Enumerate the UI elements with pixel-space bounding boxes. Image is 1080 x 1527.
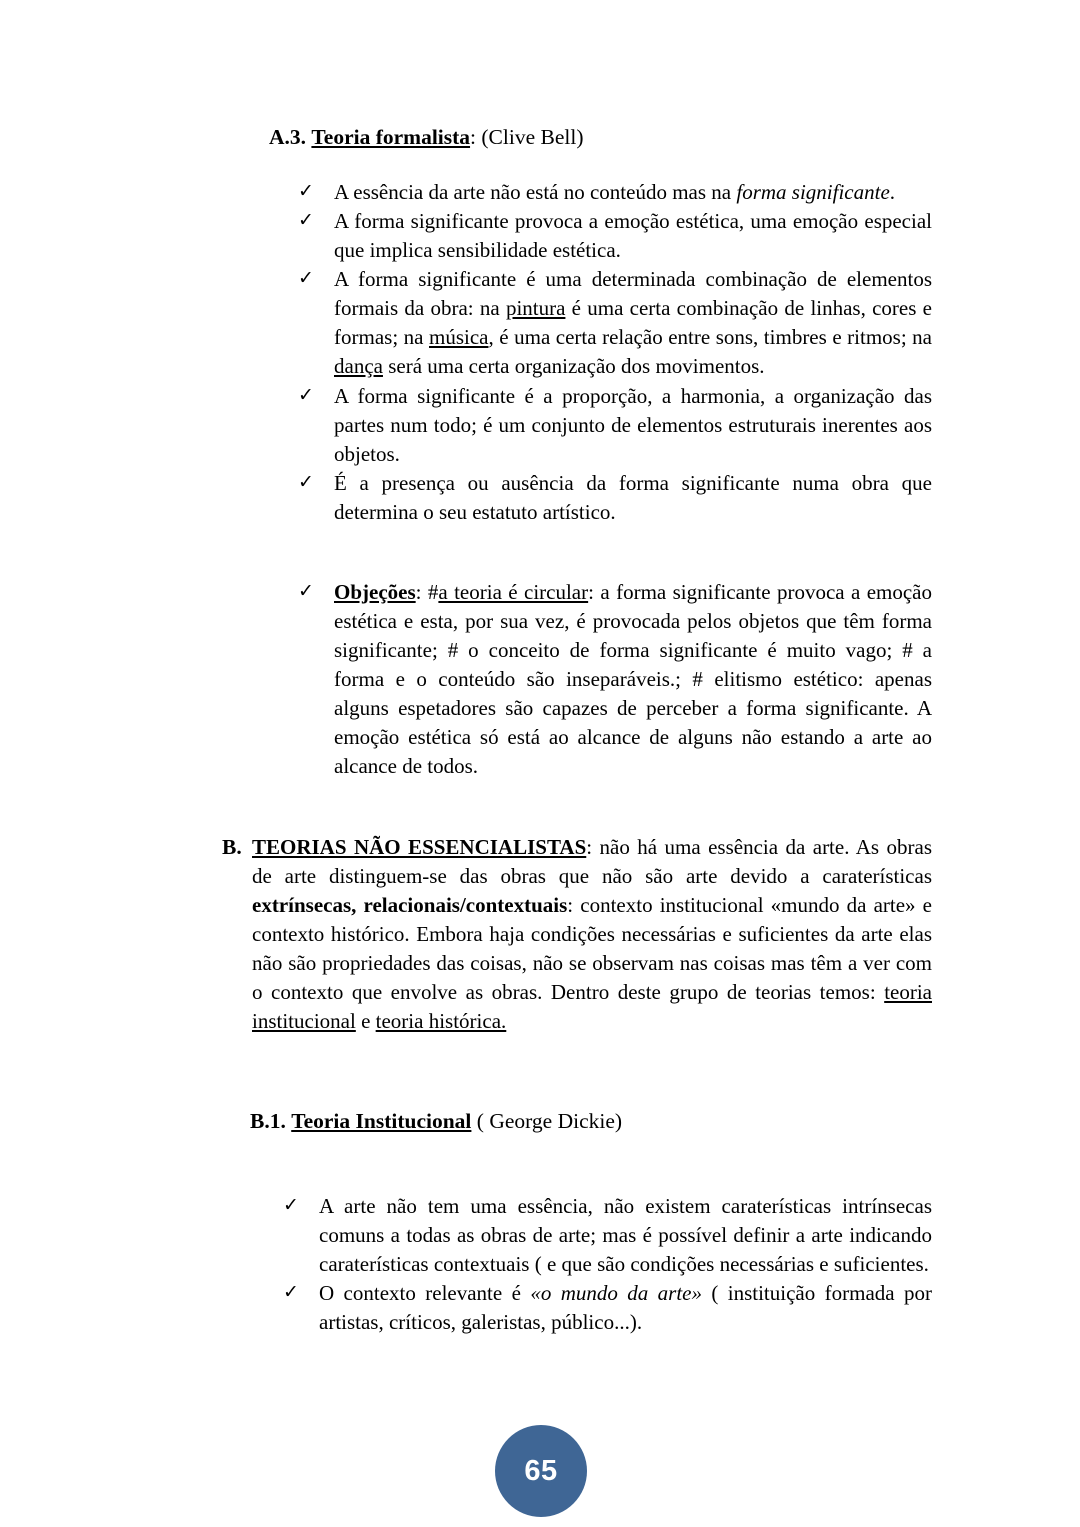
a3-bullet-2-run-5: dança <box>334 354 383 379</box>
a3-bullet-1-run-0: A forma significante provoca a emoção estética, uma emoção especial que implica sensibilidade estética. <box>334 209 932 263</box>
objections-0-run-3: : a forma significante provoca a emoção estética e esta, por sua vez, é provocada pelos objetos que têm forma significante; # o conceito de forma significante é muito vago; # a forma e o conteúdo são inseparáveis.; # elitismo estético: apenas alguns espetadores são capazes de perceber a forma significante. A emoção estética só está ao alcance de alguns não estando a arte ao alcance de todos. <box>334 580 932 779</box>
list-item <box>283 1192 932 1279</box>
a3-bullet-0-run-2: . <box>889 180 896 204</box>
b1-bullet-1-run-2: ( instituição formada por artistas, críticos, galeristas, público...). <box>319 1281 932 1335</box>
section-b-body <box>222 833 932 1037</box>
list-item-text <box>334 178 932 207</box>
list-item <box>298 469 932 527</box>
a3-bullet-3-run-0: A forma significante é a proporção, a harmonia, a organização das partes num todo; é um conjunto de elementos estruturais inerentes aos objetos. <box>334 383 932 466</box>
a3-bullet-4-run-0: É a presença ou ausência da forma significante numa obra que determina o seu estatuto artístico. <box>334 470 932 524</box>
heading-a3 <box>269 124 584 151</box>
list-item <box>298 382 932 469</box>
heading-b1-title: Teoria Institucional <box>291 1109 472 1133</box>
checkmark-icon: ✓ <box>298 580 314 602</box>
checkmark-icon: ✓ <box>298 209 314 232</box>
list-item <box>298 265 932 381</box>
list-item-text <box>319 1192 932 1279</box>
a3-bullet-2-run-1: pintura <box>505 296 566 321</box>
list-item <box>283 1279 932 1337</box>
bullet-list-a3 <box>298 178 932 527</box>
section-b <box>222 833 932 1037</box>
list-item-text <box>334 265 932 381</box>
a3-bullet-2-run-3: música <box>429 325 489 350</box>
list-item-text <box>334 382 932 469</box>
a3-bullet-2-run-0: A forma significante é uma determinada combinação de elementos formais da obra: na <box>334 267 932 321</box>
bullet-list-objections <box>298 578 932 782</box>
b1-bullet-1-run-0: O contexto relevante é <box>319 1281 531 1306</box>
section-b-run-1: : não há uma essência da arte. As obras de arte distinguem-se das obras que não são arte devido a caraterísticas <box>252 835 932 889</box>
list-item <box>298 178 932 207</box>
checkmark-icon: ✓ <box>298 180 314 202</box>
b1-bullet-0-run-0: A arte não tem uma essência, não existem caraterísticas intrínsecas comuns a todas as obras de arte; mas é possível definir a arte indicando caraterísticas contextuais ( e que são condições necessárias e suficientes. <box>319 1194 932 1277</box>
section-b-run-2: extrínsecas, relacionais/contextuais <box>252 893 568 918</box>
heading-b1-number: B.1. <box>250 1109 286 1133</box>
page-number-badge <box>495 1425 587 1517</box>
objections-0-run-2: a teoria é circular <box>438 580 589 604</box>
a3-bullet-2-run-4: , é uma certa relação entre sons, timbres e ritmos; na <box>488 325 932 350</box>
a3-bullet-0-run-0: A essência da arte não está no conteúdo mas na <box>334 180 737 204</box>
a3-bullet-0-run-1: forma significante <box>736 180 890 204</box>
checkmark-icon: ✓ <box>283 1194 299 1216</box>
checkmark-icon: ✓ <box>298 470 314 493</box>
objections-0-run-0: Objeções <box>334 580 416 604</box>
section-b-run-4: teoria institucional <box>252 980 932 1034</box>
list-item-text <box>334 469 932 527</box>
a3-bullet-2-run-2: é uma certa combinação de linhas, cores e formas; na <box>334 296 932 350</box>
checkmark-icon: ✓ <box>283 1281 299 1304</box>
heading-a3-title: Teoria formalista <box>311 125 471 149</box>
list-item <box>298 578 932 782</box>
bullet-list-b1 <box>283 1192 932 1337</box>
page-number-label: 65 <box>524 1454 558 1487</box>
section-b-run-6: teoria histórica. <box>375 1009 507 1034</box>
b1-bullet-1-run-1: «o mundo da arte» <box>530 1281 702 1306</box>
list-item-text <box>319 1279 932 1337</box>
section-b-run-5: e <box>355 1009 376 1034</box>
checkmark-icon: ✓ <box>298 383 314 406</box>
objections-0-run-1: : # <box>415 580 439 604</box>
section-b-marker: B. <box>222 835 242 859</box>
list-item-text <box>334 578 932 782</box>
heading-a3-suffix: : (Clive Bell) <box>470 125 584 149</box>
section-b-run-3: : contexto institucional «mundo da arte» e contexto histórico. Embora haja condições necessárias e suficientes da arte elas não são propriedades das coisas, não se observam nas coisas mas têm a ver com o contexto que envolve as obras. Dentro deste grupo de teorias temos: <box>252 893 932 1005</box>
heading-a3-number: A.3. <box>269 125 307 149</box>
list-item <box>298 207 932 265</box>
heading-b1 <box>250 1108 622 1135</box>
a3-bullet-2-run-6: será uma certa organização dos movimentos. <box>382 354 765 379</box>
heading-b1-suffix: ( George Dickie) <box>471 1109 623 1133</box>
checkmark-icon: ✓ <box>298 267 314 290</box>
list-item-text <box>334 207 932 265</box>
section-b-run-0: TEORIAS NÃO ESSENCIALISTAS <box>252 835 587 859</box>
